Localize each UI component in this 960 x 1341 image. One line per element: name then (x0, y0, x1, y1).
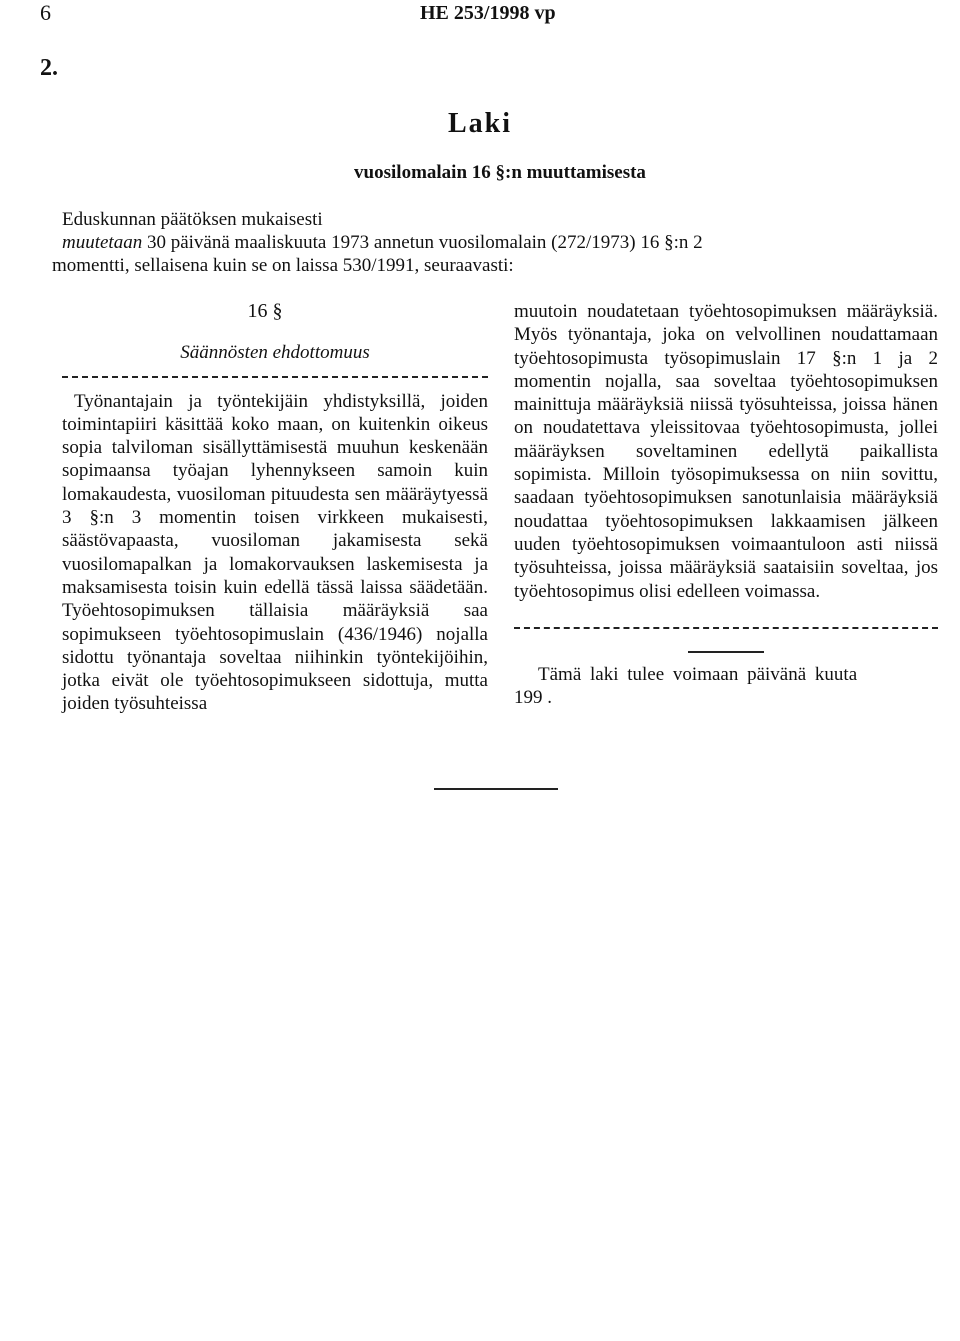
enactment-line-2-rest: 30 päivänä maaliskuuta 1973 annetun vuosilomalain (272/1973) 16 §:n 2 (142, 232, 703, 253)
amend-keyword: muutetaan (62, 232, 143, 253)
section-heading: Säännösten ehdottomuus (180, 342, 370, 364)
page-number: 6 (40, 0, 51, 25)
entry-into-force-line-2: 199 . (514, 687, 552, 709)
section-sign: 16 § (247, 300, 283, 322)
enactment-line-1: Eduskunnan päätöksen mukaisesti (62, 209, 323, 230)
left-column (62, 300, 488, 716)
law-title: Laki (447, 108, 513, 139)
omitted-text-dashes (62, 376, 488, 378)
right-column (514, 300, 938, 709)
right-paragraph: muutoin noudatetaan työehtosopimuksen määräyksiä. Myös työnantaja, joka on velvollinen noudattamaan työehtosopimusta työsopimuslain 17 §:n 1 ja 2 momentin nojalla, saa soveltaa työehtosopimuksen mainittuja määräyksiä niissä työsuhteissa, joissa hänen on noudatettava yleissitovaa työehtosopimusta, jollei määräyksen soveltaminen edellytä paikallista sopimista. Milloin työsopimuksessa on niin sovittu, saadaan työehtosopimuksen sanotunlaisia määräyksiä noudattaa työehtosopimuksen lakkaamisen jälkeen uuden työehtosopimuksen voimaantuloon asti niissä työsuhteissa, joissa määräyksiä saataisiin soveltaa, jos työehtosopimus olisi edelleen voimassa. (514, 301, 938, 602)
enactment-line-2 (62, 231, 922, 254)
enactment-line-3: momentti, sellaisena kuin se on laissa 530/1991, seuraavasti: (52, 255, 514, 276)
section-end-rule (688, 651, 764, 653)
enactment-clause (52, 208, 922, 277)
omitted-text-dashes-right (514, 627, 938, 629)
law-subtitle: vuosilomalain 16 §:n muuttamisesta (354, 162, 646, 183)
end-rule (434, 788, 558, 790)
left-paragraph: Työnantajain ja työntekijäin yhdistyksillä, joiden toimintapiiri käsittää koko maan, on kuitenkin oikeus sopia talviloman sisällyttämisestä muuhun keskenään sopimaansa työajan lyhennykseen samoin kuin lomakaudesta, vuosiloman pituudesta sen määräytyessä 3 §:n 3 momentin toisen virkkeen mukaisesti, säästövapaasta, vuosiloman jakamisesta sekä vuosilomapalkan ja lomakorvauksen laskemisesta ja maksamisesta toisin kuin edellä tässä laissa säädetään. Työehtosopimuksen tällaisia määräyksiä saa sopimukseen työehtosopimuslain (436/1946) nojalla sidottu työnantaja soveltaa niihinkin työntekijöihin, jotka eivät ole työehtosopimukseen sidottuja, mutta joiden työsuhteissa (62, 390, 488, 715)
entry-into-force-line-1: Tämä laki tulee voimaan päivänä kuuta (538, 663, 858, 685)
proposal-number: 2. (40, 55, 58, 81)
document-id: HE 253/1998 vp (420, 2, 556, 24)
